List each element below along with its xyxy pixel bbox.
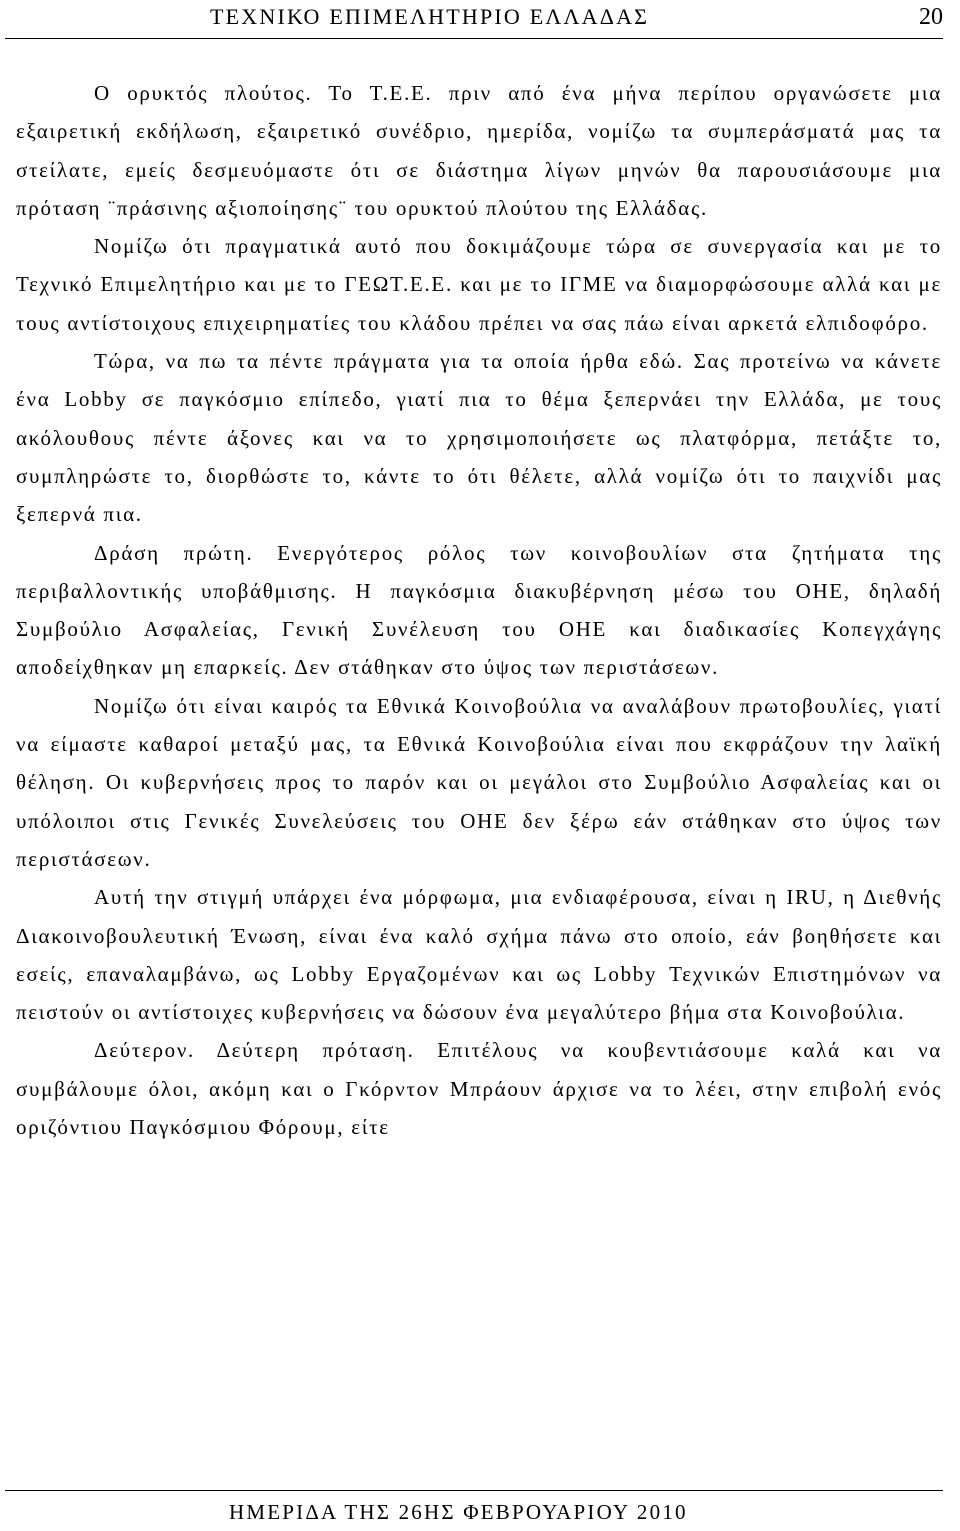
page-header [5,0,943,39]
paragraph: Δράση πρώτη. Ενεργότερος ρόλος των κοινοβουλίων στα ζητήματα της περιβαλλοντικής υποβάθμισης. Η παγκόσμια διακυβέρνηση μέσω του ΟΗΕ, δηλαδή Συμβούλιο Ασφαλείας, Γενική Συνέλευση του ΟΗΕ και διαδικασίες Κοπεγχάγης αποδείχθηκαν μη επαρκείς. Δεν στάθηκαν στο ύψος των περιστάσεων. [16,540,942,680]
document-body [16,74,942,1146]
paragraph: Δεύτερον. Δεύτερη πρόταση. Επιτέλους να κουβεντιάσουμε καλά και να συμβάλουμε όλοι, ακόμη και ο Γκόρντον Μπράουν άρχισε να το λέει, στην επιβολή ενός οριζόντιου Παγκόσμιου Φόρουμ, είτε [16,1038,942,1140]
paragraph: Νομίζω ότι πραγματικά αυτό που δοκιμάζουμε τώρα σε συνεργασία και με το Τεχνικό Επιμελητήριο και με το ΓΕΩΤ.Ε.Ε. και με το ΙΓΜΕ να διαμορφώσουμε αλλά και με τους αντίστοιχους επιχειρηματίες του κλάδου πρέπει να σας πάω είναι αρκετά ελπιδοφόρο. [16,234,942,335]
paragraph: Νομίζω ότι είναι καιρός τα Εθνικά Κοινοβούλια να αναλάβουν πρωτοβουλίες, γιατί να είμαστε καθαροί μεταξύ μας, τα Εθνικά Κοινοβούλια είναι που εκφράζουν την λαϊκή θέληση. Οι κυβερνήσεις προς το παρόν και οι μεγάλοι στο Συμβούλιο Ασφαλείας και οι υπόλοιποι στις Γενικές Συνελεύσεις του ΟΗΕ δεν ξέρω εάν στάθηκαν στο ύψος των περιστάσεων. [16,693,942,871]
page-footer [5,1490,943,1531]
footer-text: ΗΜΕΡΙΔΑ ΤΗΣ 26ΗΣ ΦΕΒΡΟΥΑΡΙΟΥ 2010 [229,1500,688,1524]
header-title: ΤΕΧΝΙΚΟ ΕΠΙΜΕΛΗΤΗΡΙΟ ΕΛΛΑΔΑΣ [210,4,650,29]
paragraph: Αυτή την στιγμή υπάρχει ένα μόρφωμα, μια ενδιαφέρουσα, είναι η IRU, η Διεθνής Διακοινοβουλευτική Ένωση, είναι ένα καλό σχήμα πάνω στο οποίο, εάν βοηθήσετε και εσείς, επαναλαμβάνω, ως Lobby Εργαζομένων και ως Lobby Τεχνικών Επιστημόνων να πειστούν οι αντίστοιχες κυβερνήσεις να δώσουν ένα μεγαλύτερο βήμα στα Κοινοβούλια. [16,885,942,1025]
page-number: 20 [919,4,943,30]
paragraph: Ο ορυκτός πλούτος. Το Τ.Ε.Ε. πριν από ένα μήνα περίπου οργανώσετε μια εξαιρετική εκδήλωση, εξαιρετικό συνέδριο, ημερίδα, νομίζω τα συμπεράσματά μας τα στείλατε, εμείς δεσμευόμαστε ότι σε διάστημα λίγων μηνών θα παρουσιάσουμε μια πρόταση ¨πράσινης αξιοποίησης¨ του ορυκτού πλούτου της Ελλάδας. [16,81,942,220]
paragraph: Τώρα, να πω τα πέντε πράγματα για τα οποία ήρθα εδώ. Σας προτείνω να κάνετε ένα Lobby σε παγκόσμιο επίπεδο, γιατί πια το θέμα ξεπερνάει την Ελλάδα, με τους ακόλουθους πέντε άξονες και να το χρησιμοποιήσετε ως πλατφόρμα, πετάξτε το, συμπληρώστε το, διορθώστε το, κάντε το ότι θέλετε, αλλά νομίζω ότι το παιχνίδι μας ξεπερνά πια. [16,349,942,527]
